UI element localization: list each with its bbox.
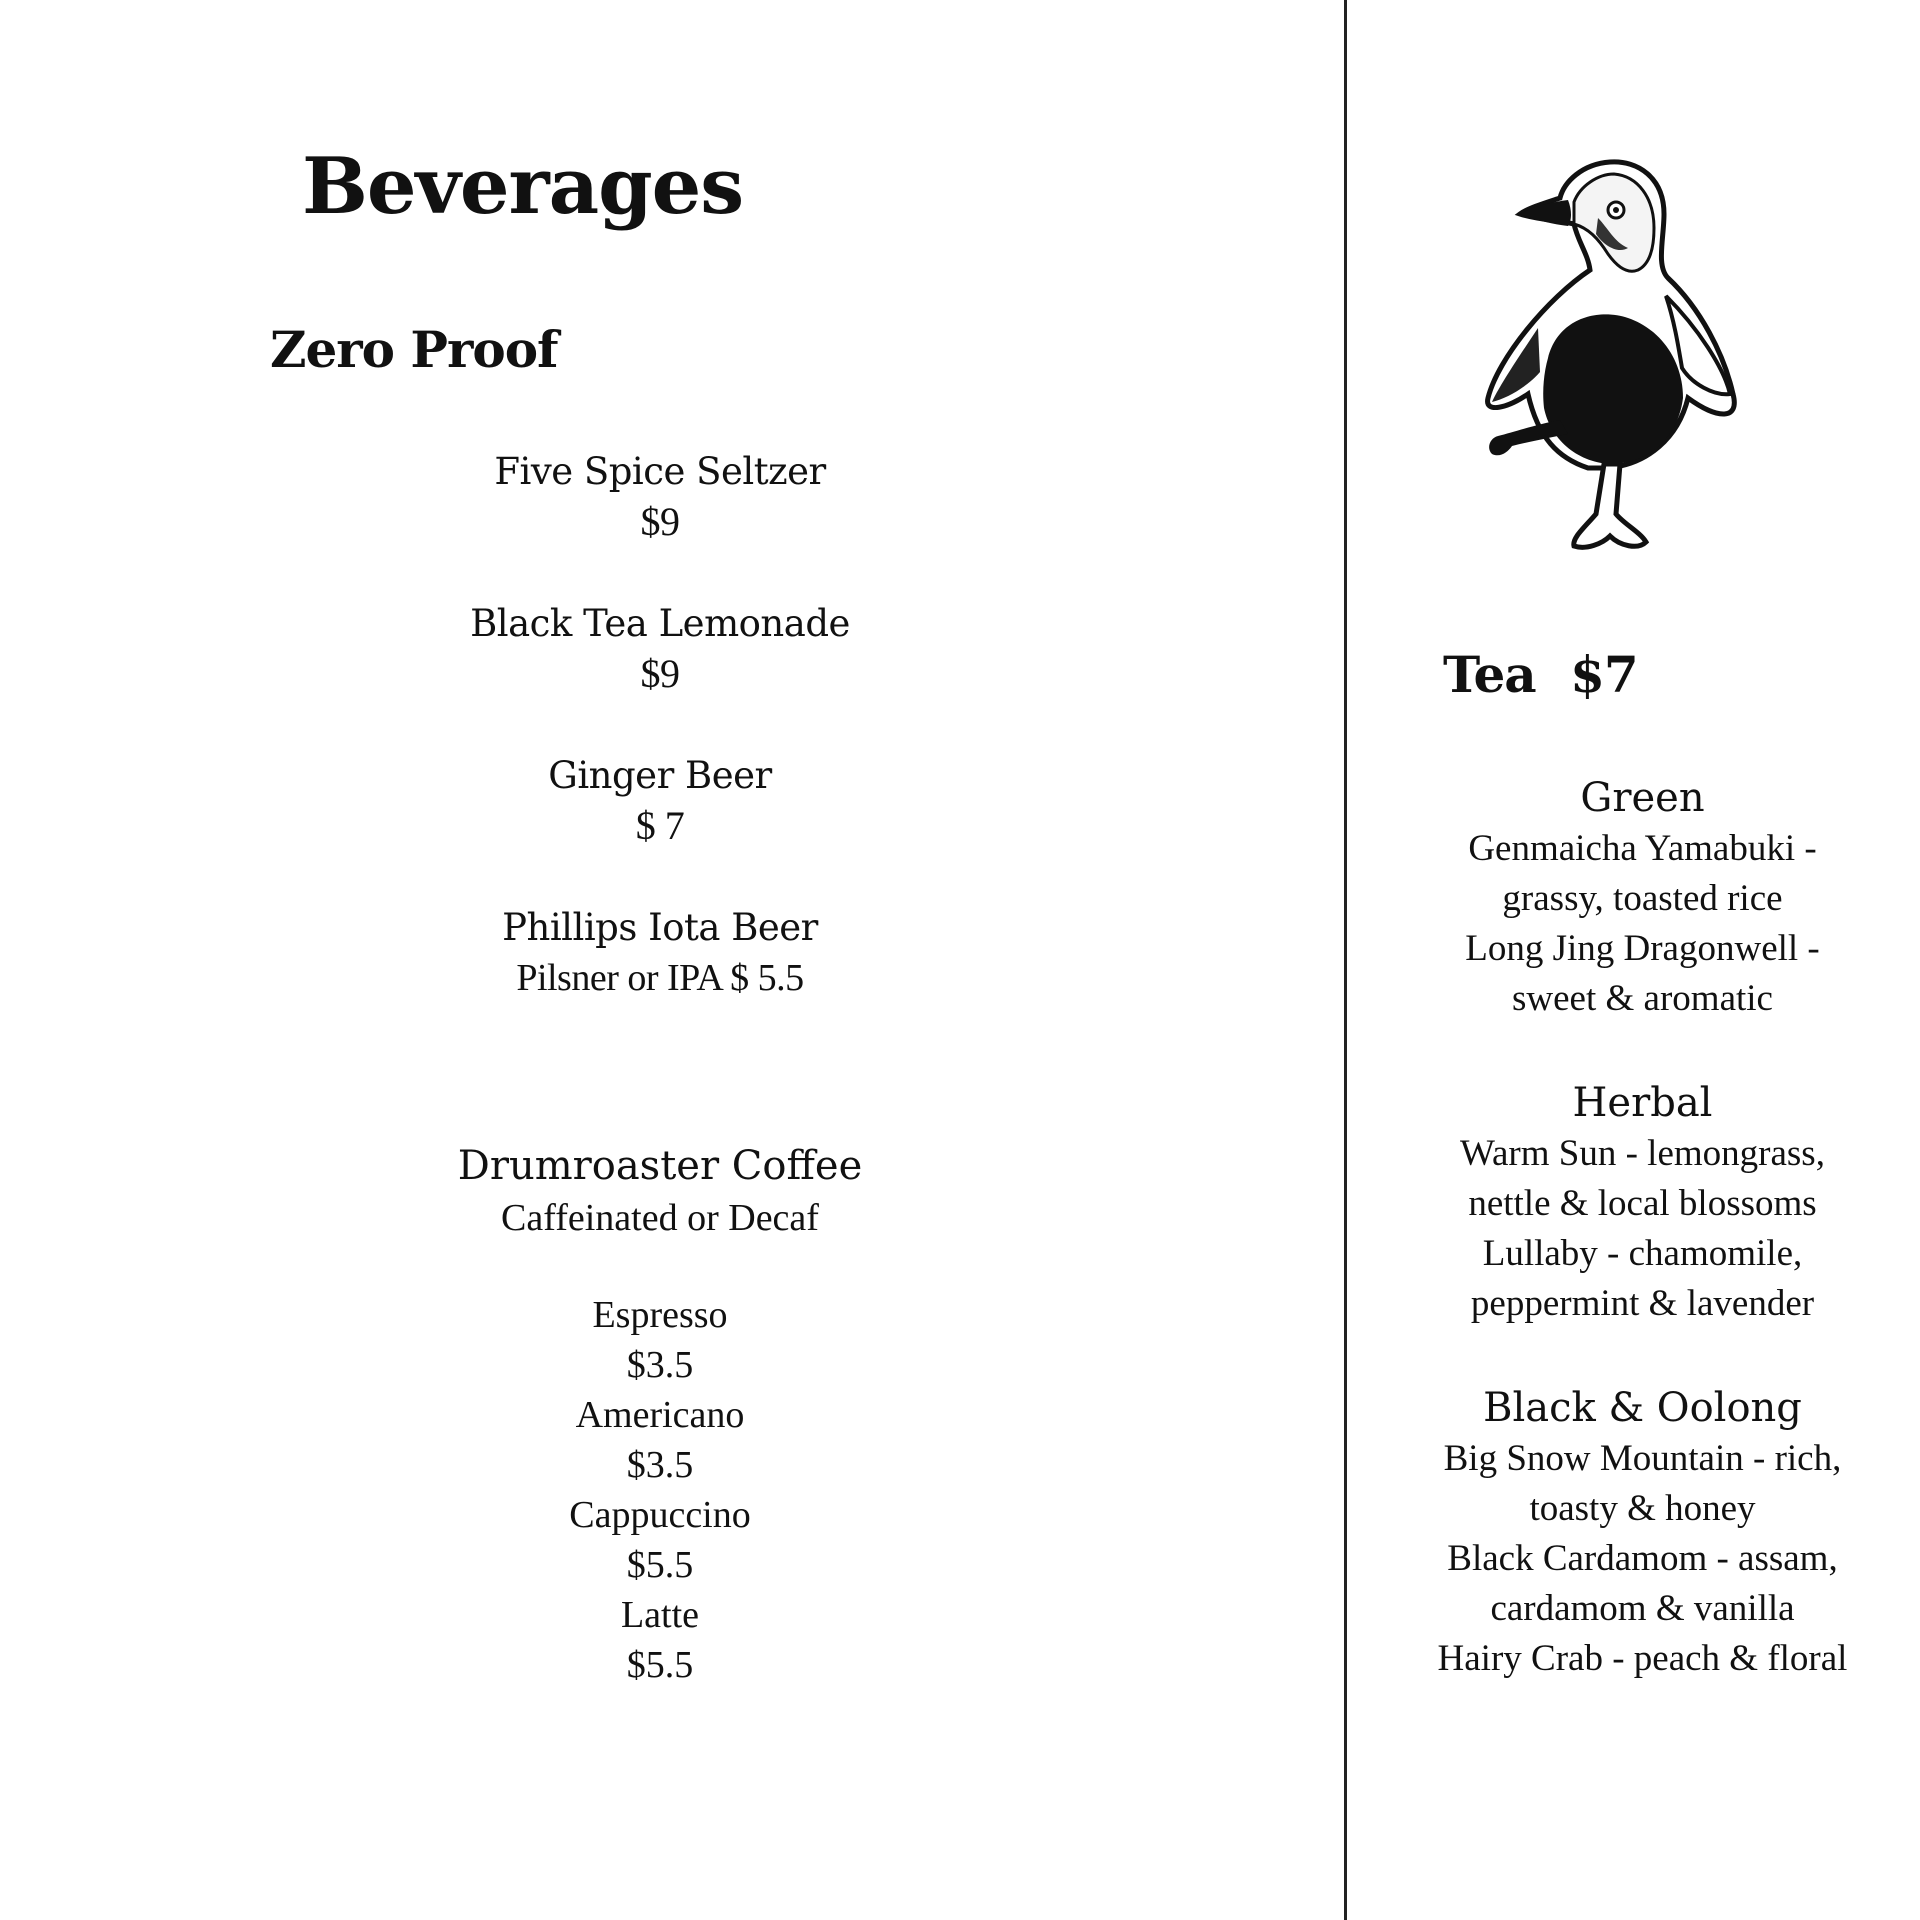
item-price: $3.5 <box>626 1444 694 1486</box>
tea-group-name: Black & Oolong <box>1483 1385 1802 1431</box>
item-name: Americano <box>575 1394 745 1436</box>
item-name: Phillips Iota Beer <box>502 906 818 949</box>
tea-line: Genmaicha Yamabuki - <box>1468 828 1817 869</box>
list-item <box>460 1490 860 1590</box>
item-name: Ginger Beer <box>548 754 772 797</box>
item-price: $5.5 <box>626 1644 694 1686</box>
item-name: Cappuccino <box>569 1494 751 1536</box>
menu-item-phillips-iota-beer <box>460 903 860 1003</box>
item-name: Five Spice Seltzer <box>494 450 826 493</box>
list-item <box>460 1290 860 1390</box>
tea-line: sweet & aromatic <box>1512 978 1773 1019</box>
tea-line: Warm Sun - lemongrass, <box>1460 1133 1825 1174</box>
item-price: $9 <box>640 651 680 696</box>
tea-line: Long Jing Dragonwell - <box>1465 928 1820 969</box>
tea-line: toasty & honey <box>1529 1488 1756 1529</box>
tea-group-name: Herbal <box>1572 1080 1713 1126</box>
tea-group-name: Green <box>1580 775 1705 821</box>
coffee-section <box>420 1140 900 1244</box>
tea-line: nettle & local blossoms <box>1468 1183 1817 1224</box>
tea-line: peppermint & lavender <box>1470 1283 1815 1324</box>
tea-group-green <box>1400 772 1885 1024</box>
list-item <box>460 1590 860 1690</box>
tea-heading: Tea $7 <box>1443 645 1638 704</box>
zero-proof-heading: Zero Proof <box>270 320 558 379</box>
item-name: Espresso <box>592 1294 728 1336</box>
menu-item-black-tea-lemonade <box>460 599 860 699</box>
tea-line: Lullaby - chamomile, <box>1482 1233 1803 1274</box>
coffee-detail: Caffeinated or Decaf <box>501 1197 819 1239</box>
item-price: $3.5 <box>626 1344 694 1386</box>
tea-line: Black Cardamom - assam, <box>1447 1538 1838 1579</box>
tea-group-herbal <box>1400 1077 1885 1329</box>
item-detail: Pilsner or IPA $ 5.5 <box>516 957 804 999</box>
page-title: Beverages <box>302 141 744 232</box>
tea-line: cardamom & vanilla <box>1490 1588 1795 1629</box>
coffee-heading: Drumroaster Coffee <box>457 1143 863 1189</box>
menu-item-five-spice-seltzer <box>460 447 860 547</box>
tea-group-black-oolong <box>1400 1382 1885 1684</box>
tea-line: Hairy Crab - peach & floral <box>1437 1638 1848 1679</box>
duck-icon <box>1478 158 1768 558</box>
coffee-list <box>460 1290 860 1690</box>
item-price: $ 7 <box>635 803 685 848</box>
tea-line: Big Snow Mountain - rich, <box>1443 1438 1842 1479</box>
column-divider <box>1344 0 1347 1920</box>
item-price: $5.5 <box>626 1544 694 1586</box>
item-name: Latte <box>620 1594 700 1636</box>
item-name: Black Tea Lemonade <box>470 602 850 645</box>
tea-line: grassy, toasted rice <box>1502 878 1783 919</box>
item-price: $9 <box>640 499 680 544</box>
list-item <box>460 1390 860 1490</box>
menu-item-ginger-beer <box>460 751 860 851</box>
